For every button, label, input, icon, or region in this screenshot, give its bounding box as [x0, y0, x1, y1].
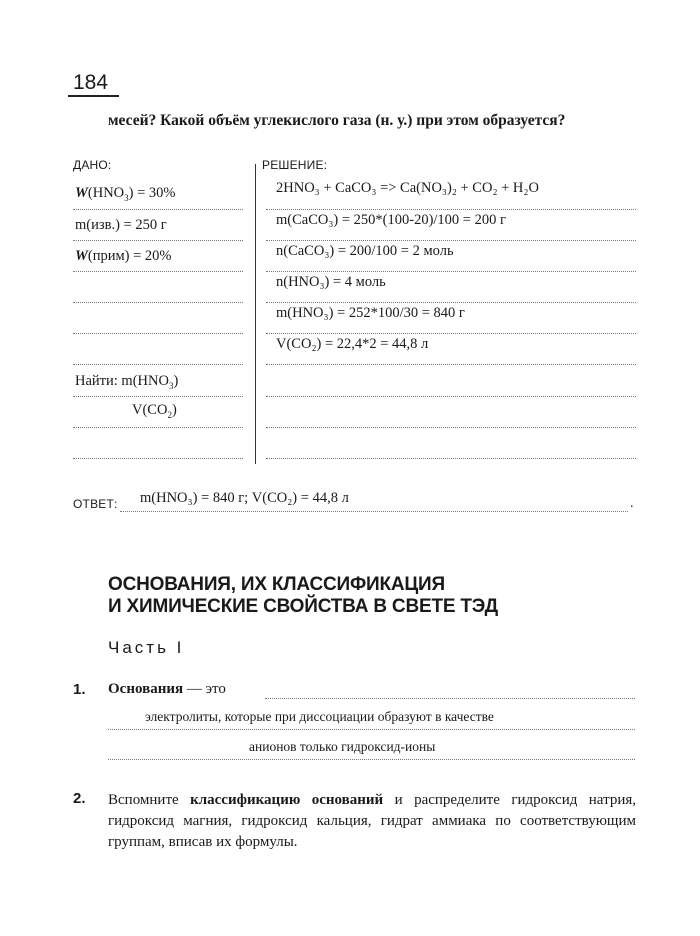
- answer-text: m(HNO₃) = 840 г; V(CO₂) = 44,8 л: [140, 490, 349, 506]
- question-number: 2.: [73, 790, 86, 807]
- solution-rule: [266, 427, 636, 428]
- find-line: Найти: $m(HNO_3)$: [75, 373, 179, 391]
- part-label: Часть I: [108, 638, 185, 657]
- given-item: W(прим) = 20%: [75, 248, 172, 264]
- page-number: 184: [73, 71, 109, 94]
- answer-rule: [108, 729, 635, 730]
- answer-rule: [265, 698, 635, 699]
- find-line: $V(CO_2)$: [132, 402, 177, 420]
- solution-rule: [266, 458, 636, 459]
- solution-equation: 2HNO₃ + CaCO₃ => Ca(NO₃)₂ + CO₂ + H₂O: [276, 180, 539, 196]
- solution-line: m(CaCO₃) = 250*(100-20)/100 = 200 г: [276, 212, 506, 228]
- problem-continuation: месей? Какой объём углекислого газа (н. у.) при этом образуется?: [108, 112, 566, 129]
- solution-rule: [266, 333, 636, 334]
- given-solution-divider: [255, 164, 256, 464]
- solution-line: n(HNO₃) = 4 моль: [276, 274, 386, 290]
- given-rule: [73, 427, 243, 428]
- question-1-answer-line: анионов только гидроксид-ионы: [249, 739, 436, 754]
- given-rule: [73, 364, 243, 365]
- solution-rule: [266, 396, 636, 397]
- given-rule: [73, 271, 243, 272]
- solution-line: V(CO₂) = 22,4*2 = 44,8 л: [276, 336, 429, 352]
- answer-rule: [108, 759, 635, 760]
- answer-label: ОТВЕТ:: [73, 497, 118, 511]
- question-1-answer-line: электролиты, которые при диссоциации образуют в качестве: [145, 709, 494, 724]
- question-1-stem: Основания — это: [108, 681, 226, 697]
- question-number: 1.: [73, 681, 86, 698]
- solution-rule: [266, 364, 636, 365]
- question-2-text: Вспомните классификацию оснований и распределите гидроксид натрия, гидроксид магния, гидроксид кальция, гидрат аммиака по соответствующим группам, вписав их формулы.: [108, 792, 636, 850]
- given-rule: [73, 240, 243, 241]
- section-title: ОСНОВАНИЯ, ИХ КЛАССИФИКАЦИЯ И ХИМИЧЕСКИЕ СВОЙСТВА В СВЕТЕ ТЭД: [108, 574, 498, 617]
- given-item: m(изв.) = 250 г: [75, 217, 167, 233]
- solution-line: n(CaCO₃) = 200/100 = 2 моль: [276, 243, 454, 259]
- answer-end-mark: .: [630, 496, 634, 511]
- solution-rule: [266, 209, 636, 210]
- solution-rule: [266, 271, 636, 272]
- given-rule: [73, 302, 243, 303]
- answer-rule: [120, 511, 628, 512]
- given-item: $W(HNO_3) = 30\%$: [75, 185, 176, 203]
- page-number-rule: [68, 95, 119, 97]
- given-rule: [73, 209, 243, 210]
- solution-label: РЕШЕНИЕ:: [262, 158, 328, 172]
- solution-rule: [266, 240, 636, 241]
- given-rule: [73, 333, 243, 334]
- given-rule: [73, 458, 243, 459]
- solution-rule: [266, 302, 636, 303]
- given-label: ДАНО:: [73, 158, 112, 172]
- given-rule: [73, 396, 243, 397]
- solution-line: m(HNO₃) = 252*100/30 = 840 г: [276, 305, 465, 321]
